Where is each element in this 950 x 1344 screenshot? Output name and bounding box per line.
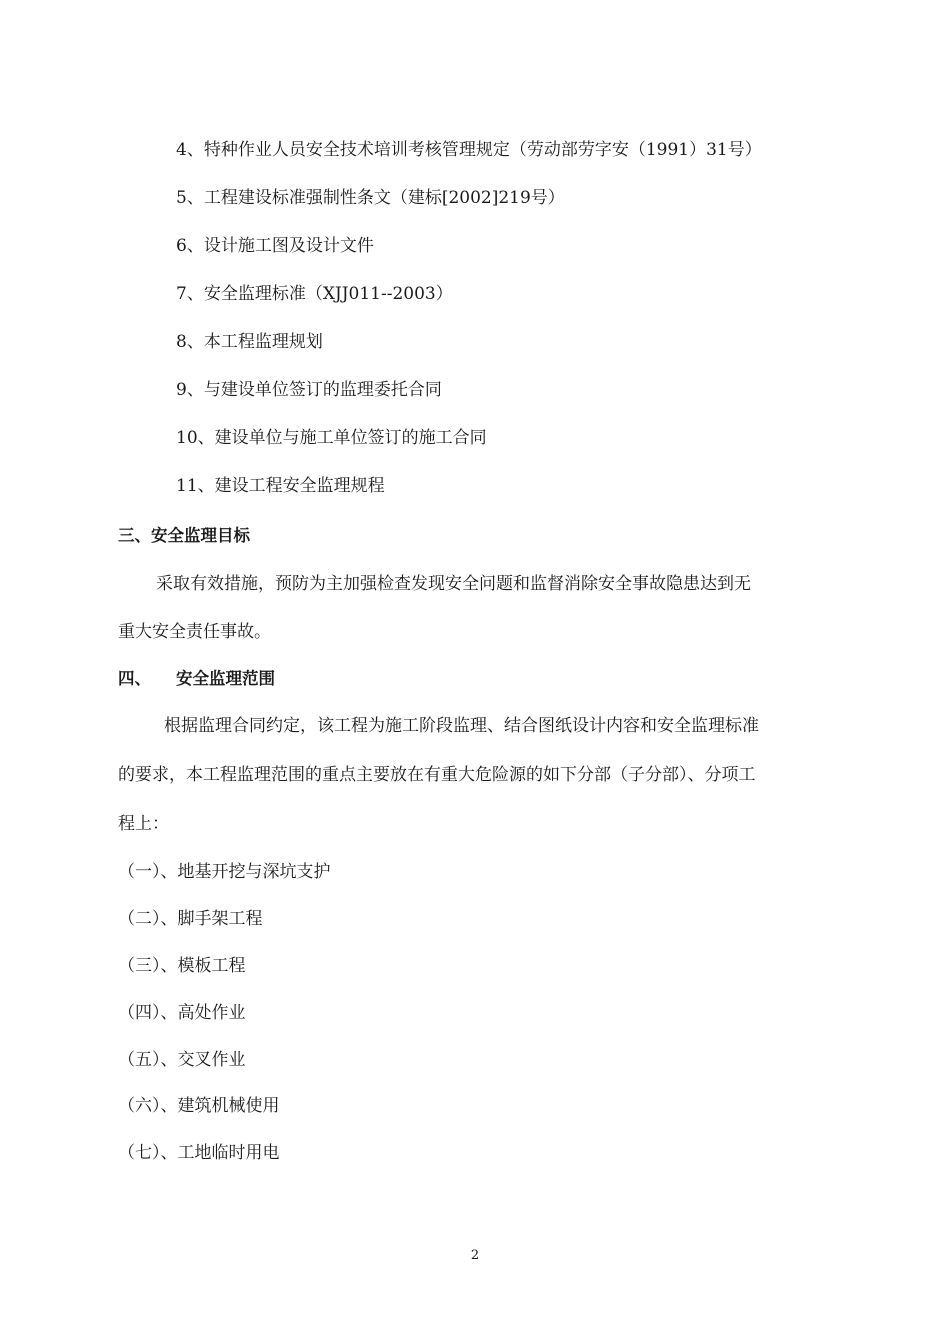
section3-heading: 三、安全监理目标 <box>118 526 250 545</box>
section4-body-line2: 的要求，本工程监理范围的重点主要放在有重大危险源的如下分部（子分部）、分项工 <box>118 765 756 785</box>
basis-item-6: 6、设计施工图及设计文件 <box>176 236 374 256</box>
basis-item-4: 4、特种作业人员安全技术培训考核管理规定（劳动部劳字安（1991）31号） <box>176 140 762 160</box>
page-number: 2 <box>470 1248 480 1263</box>
basis-item-8: 8、本工程监理规划 <box>176 332 323 352</box>
section4-heading-text: 安全监理范围 <box>176 669 275 688</box>
scope-item-4: （四）、高处作业 <box>118 1003 246 1023</box>
scope-item-5: （五）、交叉作业 <box>118 1050 246 1070</box>
scope-item-6: （六）、建筑机械使用 <box>118 1096 280 1116</box>
section3-body-line1: 采取有效措施，预防为主加强检查发现安全问题和监督消除安全事故隐患达到无 <box>156 574 751 594</box>
basis-item-10: 10、建设单位与施工单位签订的施工合同 <box>176 428 487 448</box>
section4-body-line3: 程上： <box>118 814 169 834</box>
scope-item-2: （二）、脚手架工程 <box>118 909 263 929</box>
basis-item-5: 5、工程建设标准强制性条文（建标[2002]219号） <box>176 188 565 208</box>
section4-heading-number: 四、 <box>118 669 151 688</box>
scope-item-1: （一）、地基开挖与深坑支护 <box>118 862 331 882</box>
basis-item-7: 7、安全监理标准（XJJ011--2003） <box>176 284 453 304</box>
scope-item-7: （七）、工地临时用电 <box>118 1143 280 1163</box>
basis-item-11: 11、建设工程安全监理规程 <box>176 476 385 496</box>
section4-body-line1: 根据监理合同约定，该工程为施工阶段监理、结合图纸设计内容和安全监理标准 <box>164 716 759 736</box>
scope-item-3: （三）、模板工程 <box>118 956 246 976</box>
section3-body-line2: 重大安全责任事故。 <box>118 622 271 642</box>
basis-item-9: 9、与建设单位签订的监理委托合同 <box>176 380 442 400</box>
